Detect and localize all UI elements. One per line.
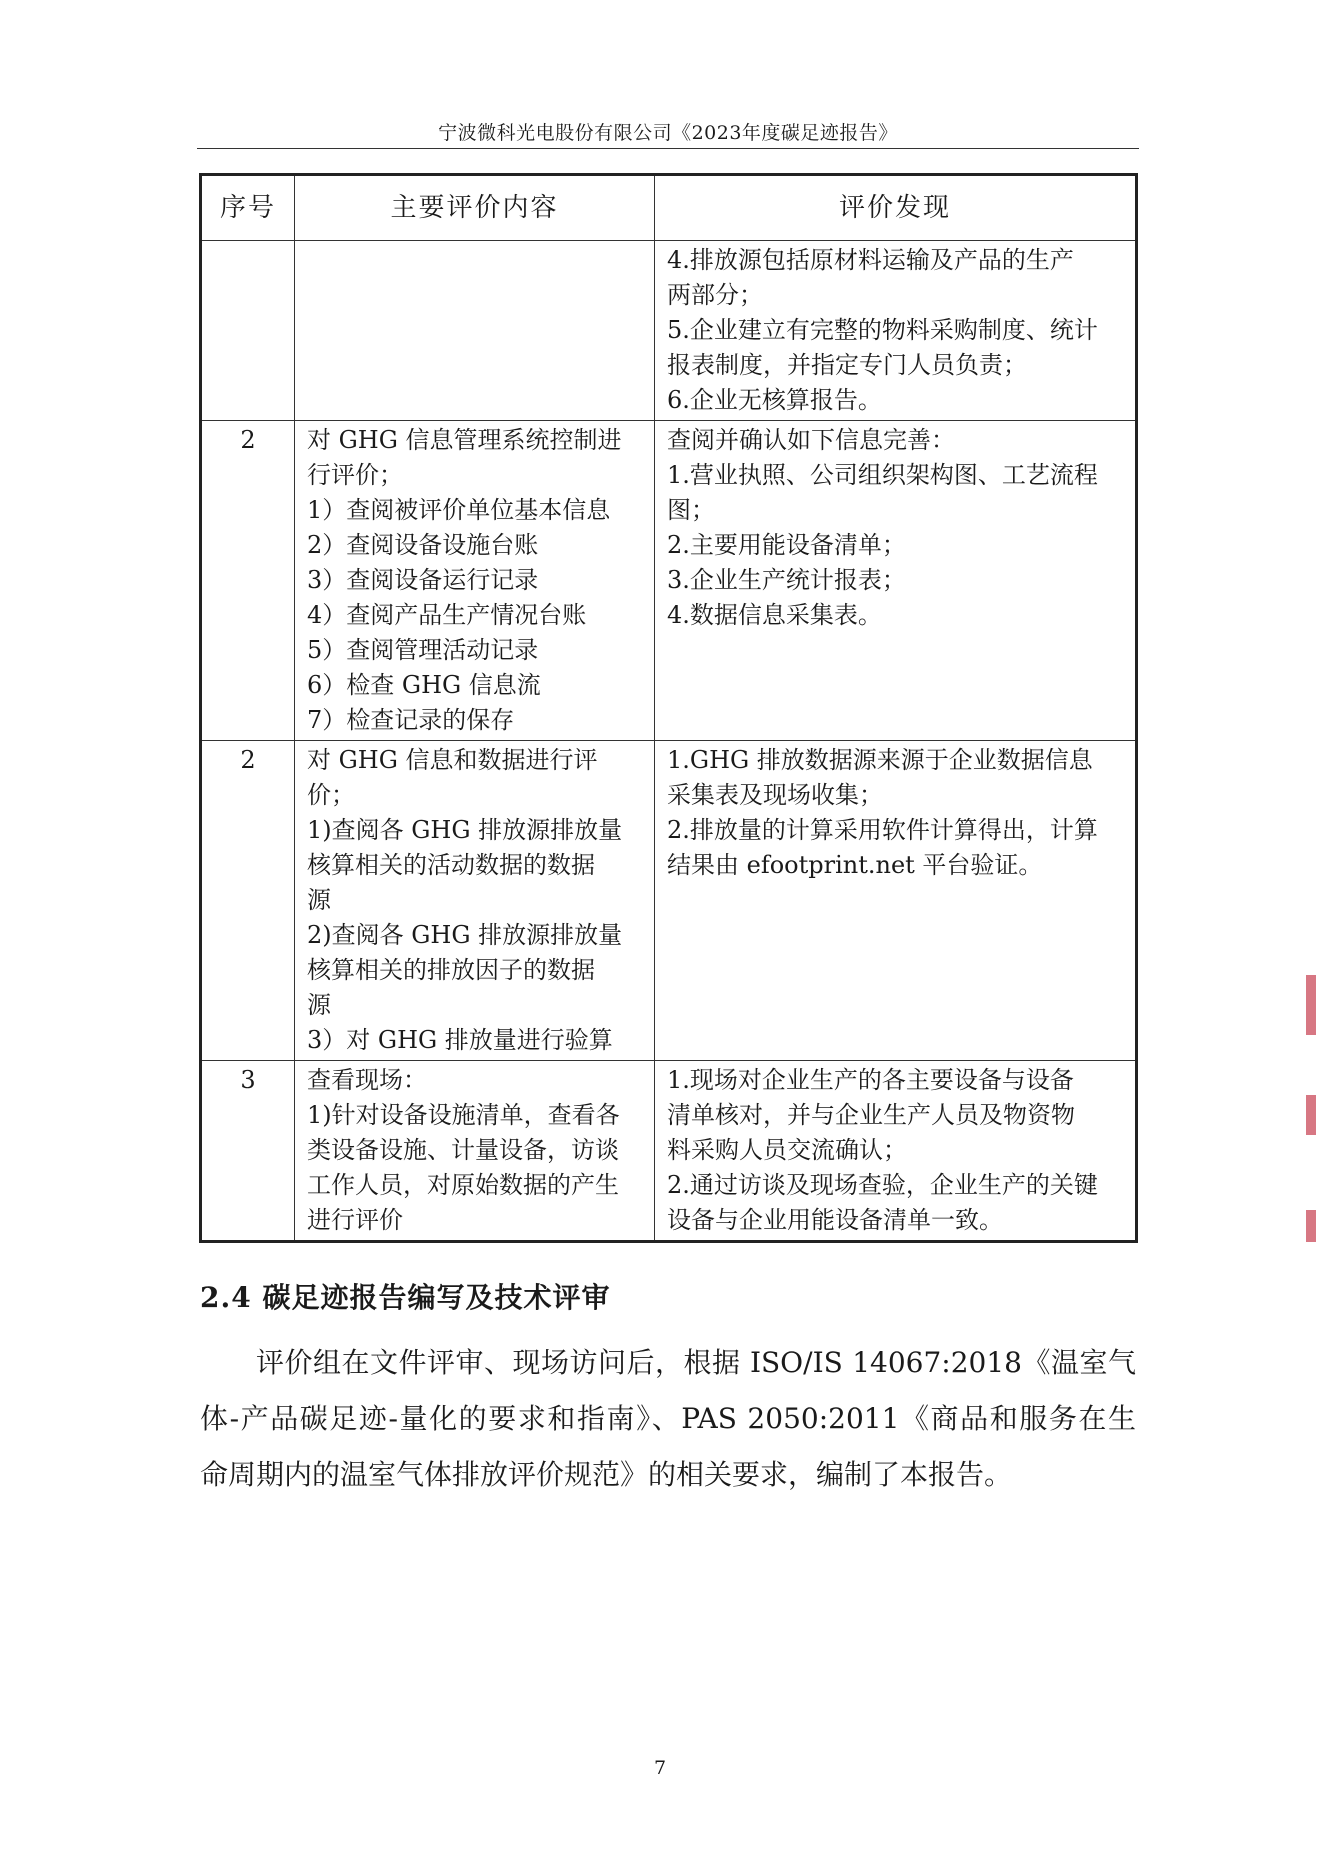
- findings-line: 3.企业生产统计报表；: [667, 566, 906, 594]
- findings-line: 两部分；: [667, 281, 763, 309]
- content-line: 1)针对设备设施清单，查看各: [307, 1101, 620, 1129]
- findings-line: 2.通过访谈及现场查验，企业生产的关键: [667, 1171, 1098, 1199]
- evaluation-content-cell: [295, 241, 655, 421]
- table-header-row: [201, 175, 1137, 241]
- findings-line: 结果由 efootprint.net 平台验证。: [667, 851, 1043, 879]
- content-line: 工作人员，对原始数据的产生: [307, 1171, 619, 1199]
- table-row: [201, 421, 1137, 741]
- content-line: 类设备设施、计量设备，访谈: [307, 1136, 619, 1164]
- table-row: [201, 1061, 1137, 1242]
- content-line: 2）查阅设备设施台账: [307, 531, 539, 559]
- content-line: 1)查阅各 GHG 排放源排放量: [307, 816, 623, 844]
- content-line: 5）查阅管理活动记录: [307, 636, 539, 664]
- findings-line: 报表制度，并指定专门人员负责；: [667, 351, 1027, 379]
- evaluation-findings-cell: [655, 421, 1137, 741]
- header-content: 主要评价内容: [295, 175, 655, 241]
- table-row: [201, 241, 1137, 421]
- content-line: 4）查阅产品生产情况台账: [307, 601, 587, 629]
- content-line: 查看现场：: [307, 1066, 427, 1094]
- seal-fragment: [1306, 1210, 1316, 1242]
- evaluation-findings-cell: [655, 241, 1137, 421]
- content-line: 2)查阅各 GHG 排放源排放量: [307, 921, 623, 949]
- table-row: [201, 741, 1137, 1061]
- paragraph-line: 评价组在文件评审、现场访问后，根据 ISO/IS 14067:2018《温室气: [256, 1346, 1136, 1379]
- findings-line: 6.企业无核算报告。: [667, 386, 882, 414]
- paragraph-line: 命周期内的温室气体排放评价规范》的相关要求，编制了本报告。: [200, 1458, 1013, 1491]
- seal-fragment: [1306, 1095, 1316, 1135]
- content-line: 3）对 GHG 排放量进行验算: [307, 1026, 613, 1054]
- findings-line: 料采购人员交流确认；: [667, 1136, 907, 1164]
- row-number: 3: [201, 1061, 295, 1242]
- findings-line: 2.主要用能设备清单；: [667, 531, 906, 559]
- findings-line: 采集表及现场收集；: [667, 781, 883, 809]
- content-line: 进行评价: [307, 1206, 403, 1234]
- header-rule: [197, 148, 1139, 149]
- content-line: 1）查阅被评价单位基本信息: [307, 496, 611, 524]
- section-title: 2.4 碳足迹报告编写及技术评审: [200, 1281, 611, 1314]
- content-line: 核算相关的活动数据的数据: [307, 851, 595, 879]
- content-line: 行评价；: [307, 461, 403, 489]
- evaluation-findings-cell: [655, 741, 1137, 1061]
- content-line: 7）检查记录的保存: [307, 706, 515, 734]
- evaluation-content-cell: [295, 1061, 655, 1242]
- evaluation-findings-cell: [655, 1061, 1137, 1242]
- header-findings: 评价发现: [655, 175, 1137, 241]
- findings-line: 5.企业建立有完整的物料采购制度、统计: [667, 316, 1098, 344]
- content-line: 3）查阅设备运行记录: [307, 566, 539, 594]
- section-paragraph: [200, 1335, 1136, 1503]
- row-number: [201, 241, 295, 421]
- paragraph-line: 体-产品碳足迹-量化的要求和指南》、PAS 2050:2011《商品和服务在生: [200, 1402, 1136, 1435]
- content-line: 源: [307, 886, 331, 914]
- findings-line: 2.排放量的计算采用软件计算得出，计算: [667, 816, 1098, 844]
- findings-line: 图；: [667, 496, 715, 524]
- findings-line: 1.现场对企业生产的各主要设备与设备: [667, 1066, 1074, 1094]
- findings-line: 4.数据信息采集表。: [667, 601, 882, 629]
- content-line: 对 GHG 信息管理系统控制进: [307, 426, 622, 454]
- content-line: 6）检查 GHG 信息流: [307, 671, 541, 699]
- content-line: 核算相关的排放因子的数据: [307, 956, 595, 984]
- header-num: 序号: [201, 175, 295, 241]
- evaluation-content-cell: [295, 421, 655, 741]
- findings-line: 1.营业执照、公司组织架构图、工艺流程: [667, 461, 1098, 489]
- evaluation-content-cell: [295, 741, 655, 1061]
- row-number: 2: [201, 741, 295, 1061]
- findings-line: 1.GHG 排放数据源来源于企业数据信息: [667, 746, 1093, 774]
- evaluation-table: [199, 173, 1138, 1243]
- content-line: 源: [307, 991, 331, 1019]
- row-number: 2: [201, 421, 295, 741]
- findings-line: 查阅并确认如下信息完善：: [667, 426, 955, 454]
- findings-line: 清单核对，并与企业生产人员及物资物: [667, 1101, 1075, 1129]
- content-line: 对 GHG 信息和数据进行评: [307, 746, 598, 774]
- running-header: 宁波微科光电股份有限公司《2023年度碳足迹报告》: [438, 122, 898, 144]
- page-number: 7: [653, 1757, 667, 1779]
- findings-line: 设备与企业用能设备清单一致。: [667, 1206, 1003, 1234]
- findings-line: 4.排放源包括原材料运输及产品的生产: [667, 246, 1074, 274]
- seal-fragment: [1306, 975, 1316, 1035]
- content-line: 价；: [307, 781, 355, 809]
